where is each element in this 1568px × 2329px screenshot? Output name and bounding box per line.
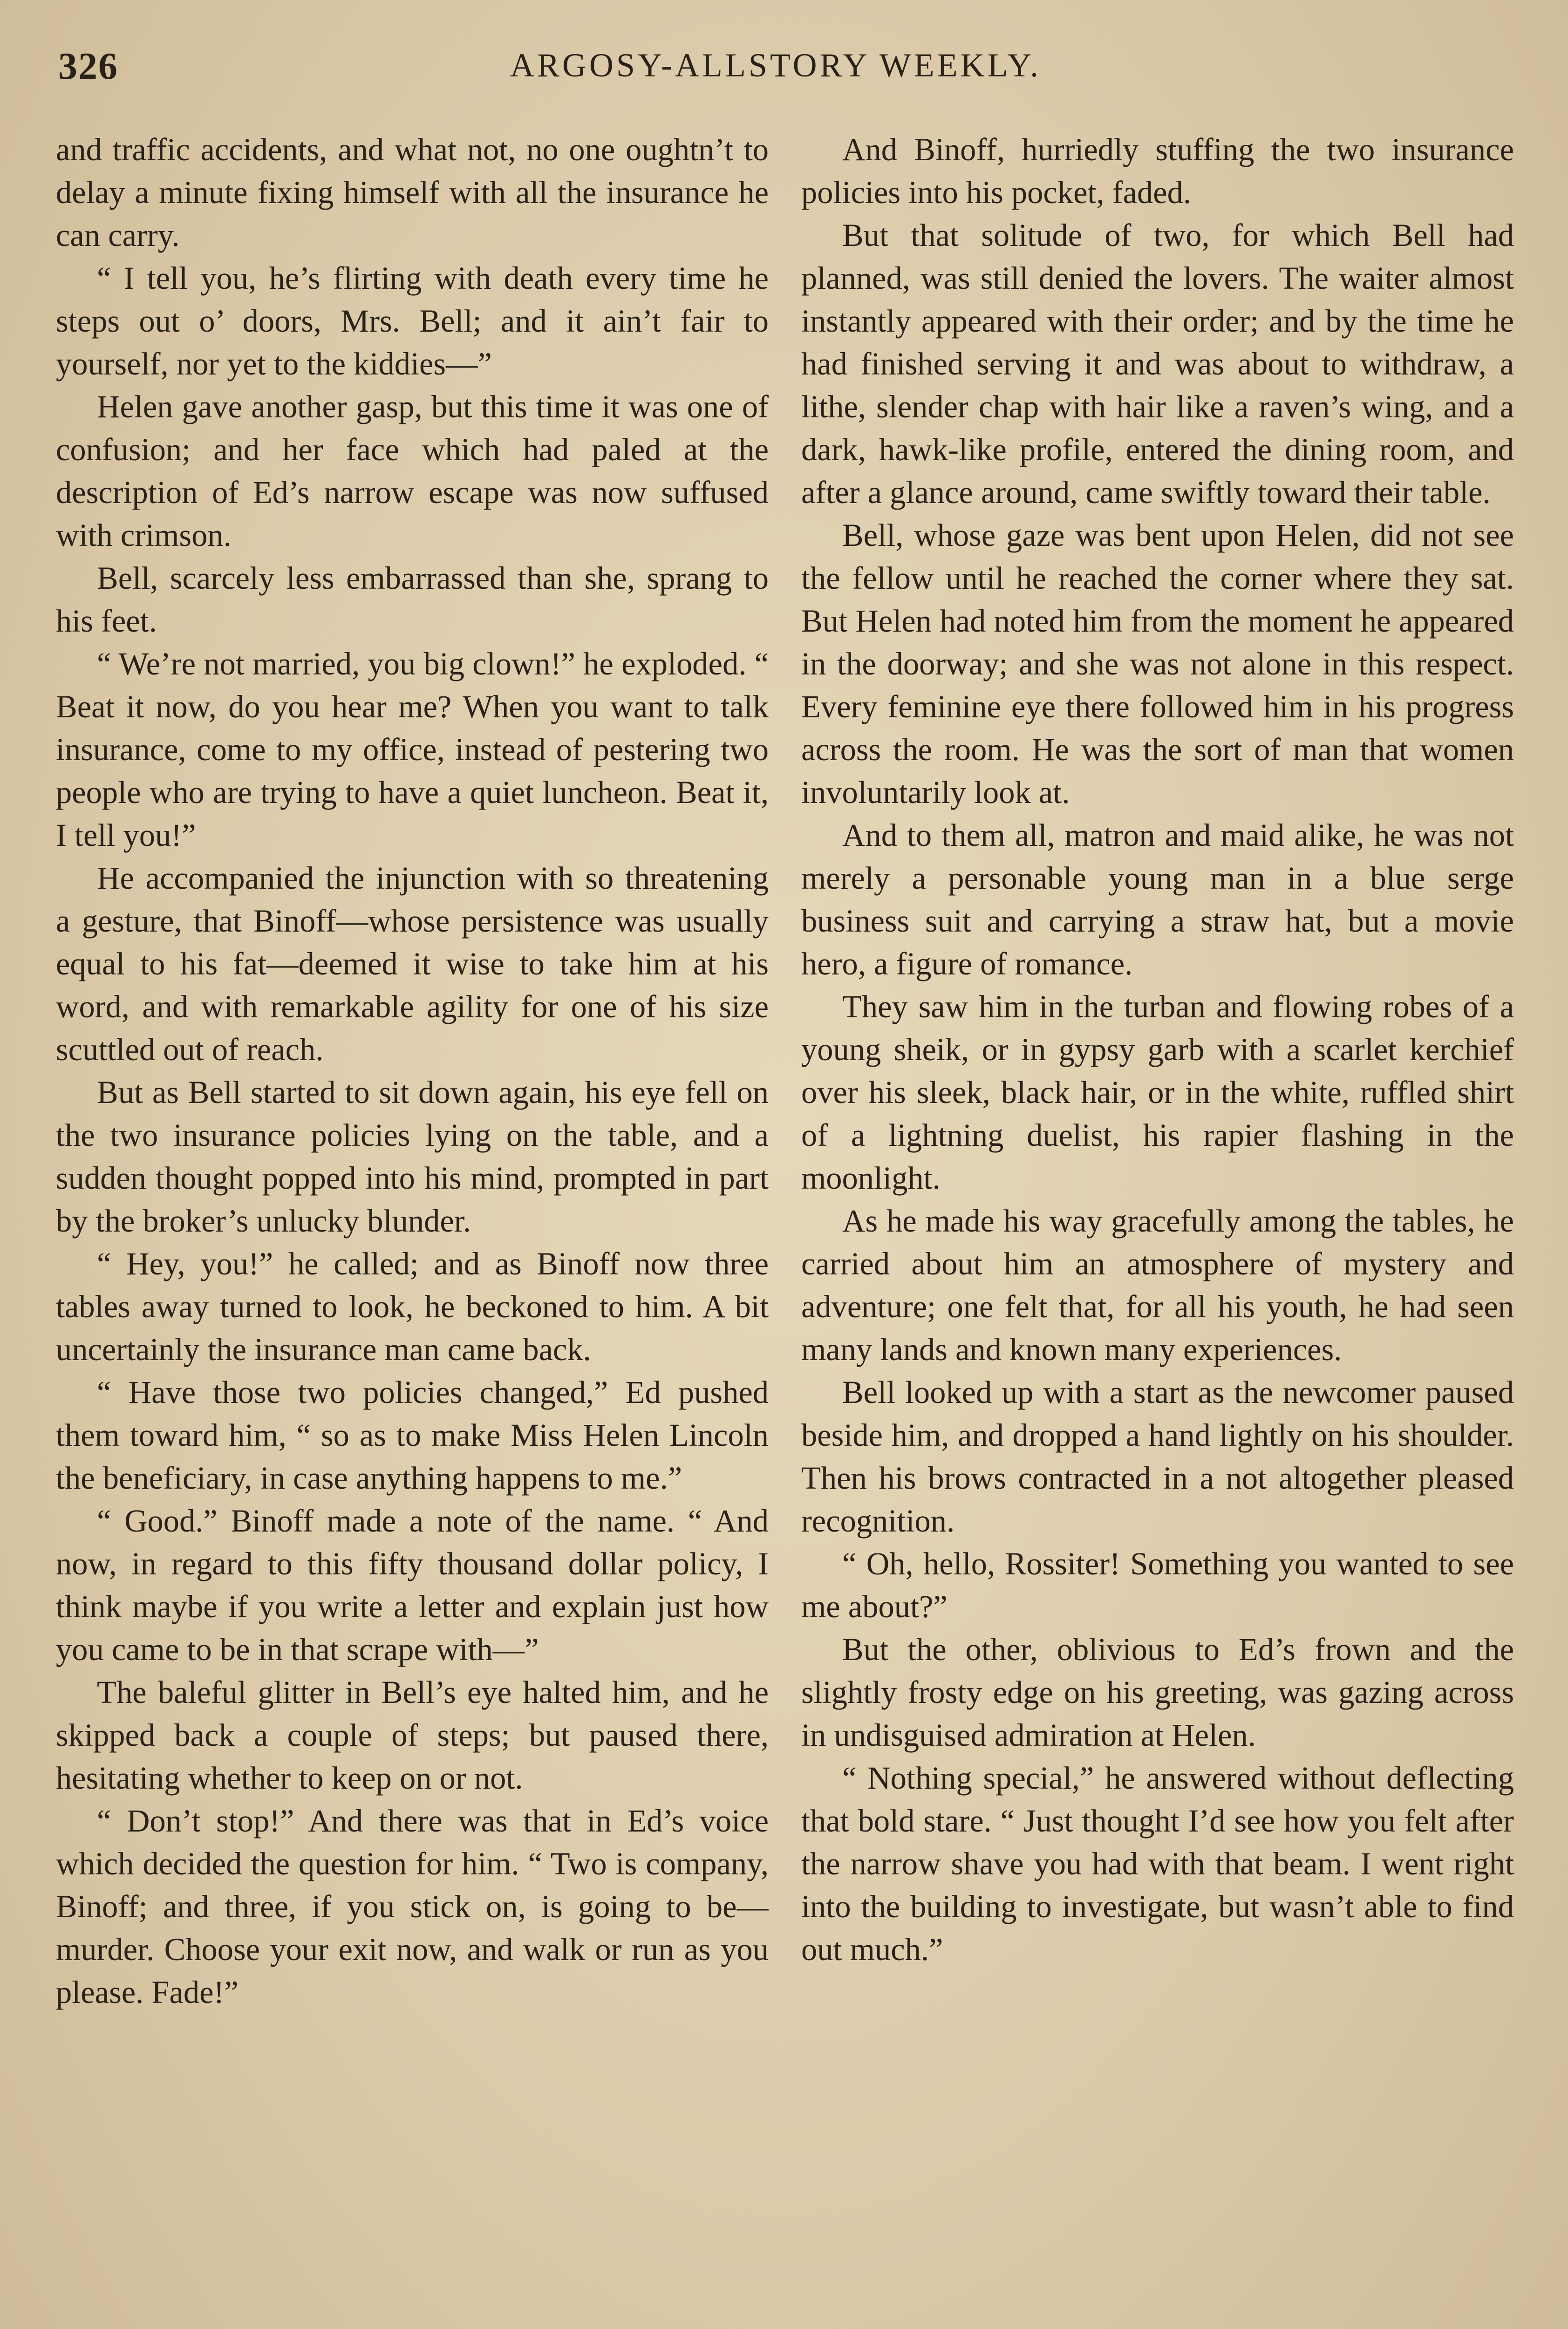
paragraph: “ Hey, you!” he called; and as Binoff now three tables away turned to look, he beckoned to him. A bit uncertainly the insurance man came back.: [56, 1246, 769, 1367]
paragraph: “ Nothing special,” he answered without deflecting that bold stare. “ Just thought I’d see how you felt after the narrow shave you had with that beam. I went right into the building to investigate, but wasn’t able to find out much.”: [801, 1760, 1514, 1967]
paragraph: But as Bell started to sit down again, his eye fell on the two insurance policies lying on the table, and a sudden thought popped into his mind, prompted in part by the broker’s unlucky blunder.: [56, 1075, 769, 1239]
running-head: ARGOSY-ALLSTORY WEEKLY.: [510, 47, 1042, 84]
paragraph: They saw him in the turban and flowing robes of a young sheik, or in gypsy garb with a scarlet kerchief over his sleek, black hair, or in the white, ruffled shirt of a lightning duelist, his rapier flashing in the moonlight.: [801, 989, 1514, 1196]
paragraph: “ We’re not married, you big clown!” he exploded. “ Beat it now, do you hear me? When you want to talk insurance, come to my office, instead of pestering two people who are trying to have a quiet luncheon. Beat it, I tell you!”: [56, 646, 769, 853]
paragraph: But the other, oblivious to Ed’s frown and the slightly frosty edge on his greeting, was gazing across in undisguised admiration at Helen.: [801, 1632, 1514, 1753]
paragraph: And Binoff, hurriedly stuffing the two insurance policies into his pocket, faded.: [801, 132, 1514, 210]
right-column: [801, 128, 1514, 2329]
paragraph: Helen gave another gasp, but this time it was one of confusion; and her face which had paled at the description of Ed’s narrow escape was now suffused with crimson.: [56, 389, 769, 553]
page-header: [58, 44, 1493, 100]
left-column: [56, 128, 769, 2329]
paragraph: The baleful glitter in Bell’s eye halted him, and he skipped back a couple of steps; but paused there, hesitating whether to keep on or not.: [56, 1675, 769, 1796]
paragraph: and traffic accidents, and what not, no one oughtn’t to delay a minute fixing himself with all the insurance he can carry.: [56, 132, 769, 253]
paragraph: As he made his way gracefully among the tables, he carried about him an atmosphere of mystery and adventure; one felt that, for all his youth, he had seen many lands and known many experiences.: [801, 1203, 1514, 1367]
paragraph: “ Don’t stop!” And there was that in Ed’s voice which decided the question for him. “ Two is company, Binoff; and three, if you stick on, is going to be—murder. Choose your exit now, and walk or run as you please. Fade!”: [56, 1803, 769, 2010]
paragraph: But that solitude of two, for which Bell had planned, was still denied the lovers. The waiter almost instantly appeared with their order; and by the time he had finished serving it and was about to withdraw, a lithe, slender chap with hair like a raven’s wing, and a dark, hawk-like profile, entered the dining room, and after a glance around, came swiftly toward their table.: [801, 218, 1514, 510]
paragraph: He accompanied the injunction with so threatening a gesture, that Binoff—whose persistence was usually equal to his fat—deemed it wise to take him at his word, and with remarkable agility for one of his size scuttled out of reach.: [56, 860, 769, 1067]
paragraph: Bell looked up with a start as the newcomer paused beside him, and dropped a hand lightly on his shoulder. Then his brows contracted in a not altogether pleased recognition.: [801, 1375, 1514, 1539]
paragraph: Bell, whose gaze was bent upon Helen, did not see the fellow until he reached the corner where they sat. But Helen had noted him from the moment he appeared in the doorway; and she was not alone in this respect. Every feminine eye there followed him in his progress across the room. He was the sort of man that women involuntarily look at.: [801, 518, 1514, 810]
paragraph: And to them all, matron and maid alike, he was not merely a personable young man in a blue serge business suit and carrying a straw hat, but a movie hero, a figure of romance.: [801, 817, 1514, 981]
paragraph: “ I tell you, he’s flirting with death every time he steps out o’ doors, Mrs. Bell; and it ain’t fair to yourself, nor yet to the kiddies—”: [56, 260, 769, 381]
paragraph: “ Oh, hello, Rossiter! Something you wanted to see me about?”: [801, 1546, 1514, 1624]
paragraph: “ Have those two policies changed,” Ed pushed them toward him, “ so as to make Miss Helen Lincoln the beneficiary, in case anything happens to me.”: [56, 1375, 769, 1496]
paragraph: Bell, scarcely less embarrassed than she, sprang to his feet.: [56, 560, 769, 639]
page-number: 326: [58, 45, 118, 87]
paragraph: “ Good.” Binoff made a note of the name. “ And now, in regard to this fifty thousand dollar policy, I think maybe if you write a letter and explain just how you came to be in that scrape with—”: [56, 1503, 769, 1667]
